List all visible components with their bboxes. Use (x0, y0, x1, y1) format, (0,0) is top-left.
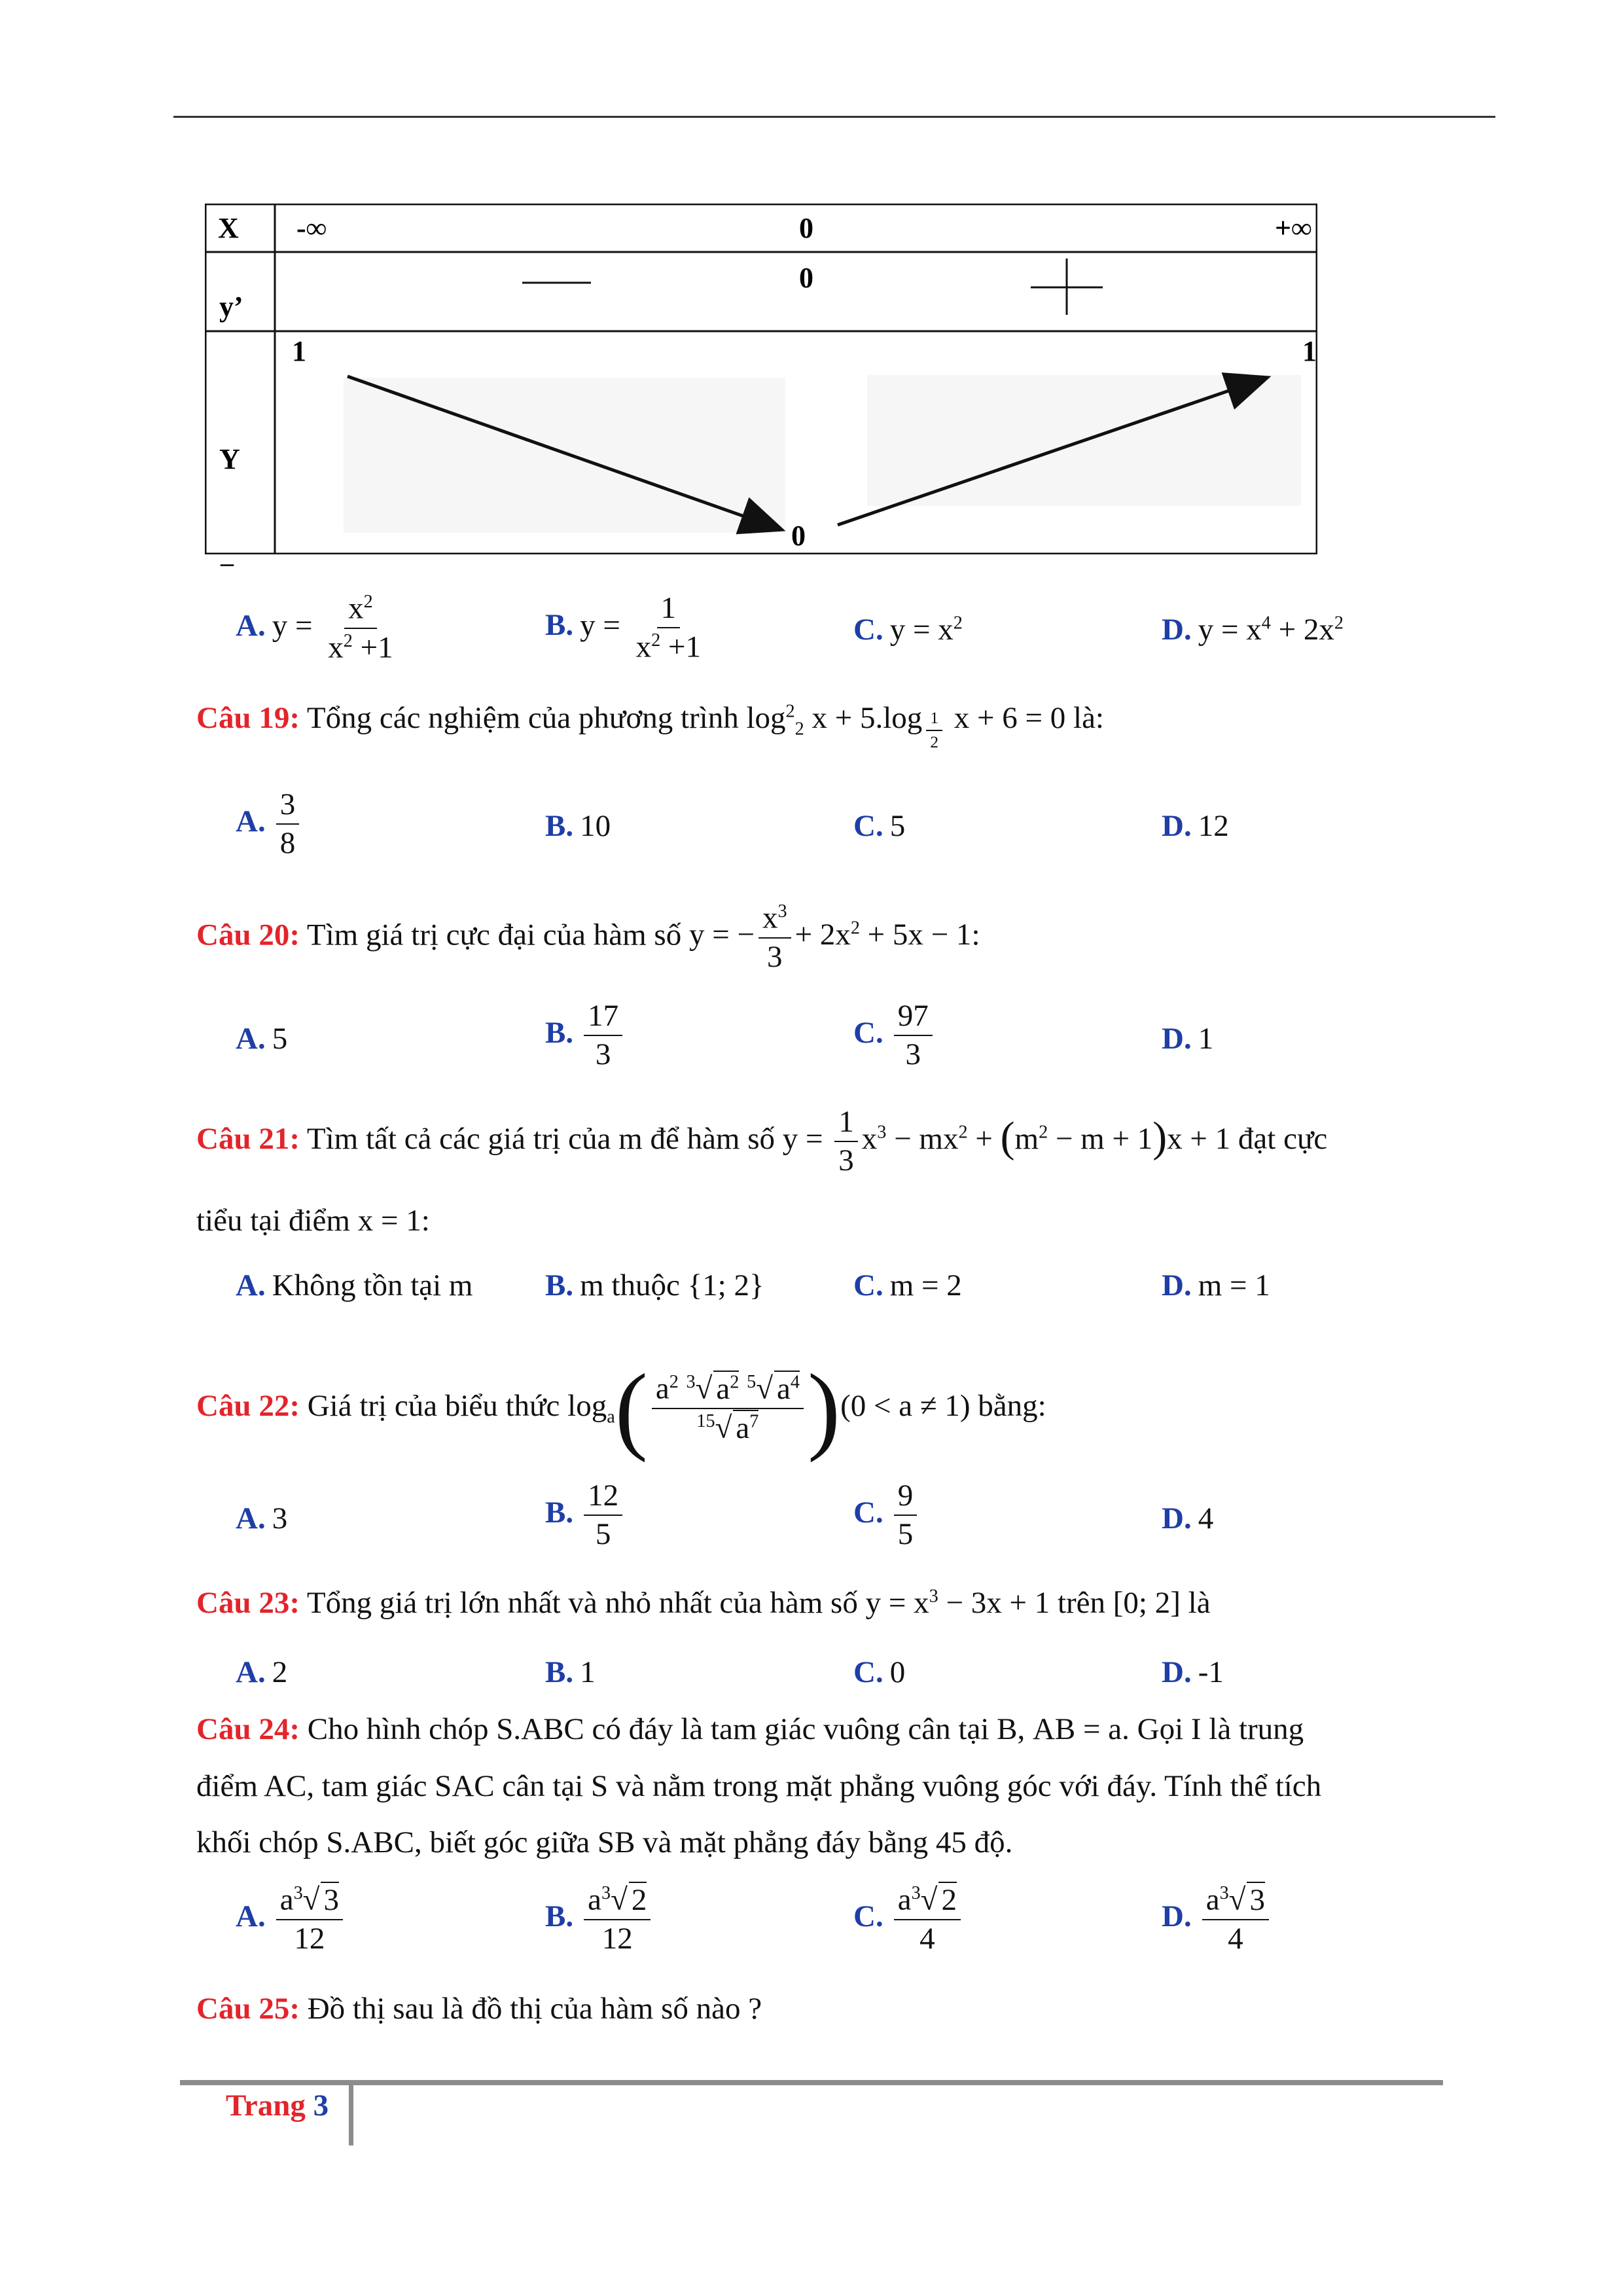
variation-table (205, 204, 1317, 554)
q21-function: y = $\frac{1}{3}$ $x^3 - mx^2 + (m^2 - m + 1)x + 1$ (782, 1105, 1231, 1178)
footer-rule (180, 2080, 1443, 2085)
table-label-y: Y (219, 443, 240, 475)
q23-option-b: B. 1 (545, 1655, 596, 1689)
q21-option-b: B. m thuộc {1; 2} (545, 1268, 764, 1302)
q24-option-d: D. $\frac{a^3√ 3}{4}$ (1162, 1884, 1273, 1955)
question-25: Câu 25: Đồ thị sau là đồ thị của hàm số nào ? (196, 1992, 762, 2026)
footer-divider (349, 2083, 353, 2145)
q18-option-d: D. $y = x^4 + 2x^2$ (1162, 613, 1344, 647)
stray-mark: – (221, 548, 234, 577)
q20-option-d: D. 1 (1162, 1022, 1214, 1056)
question-22: Câu 22: Giá trị của biểu thức $\log_a$( $\frac{a^2 ^3√ a^2 ^5√ a^4}{^{15}√ a^7}$ )(0 < a ≠ 1) bằng: (196, 1354, 1046, 1463)
q22-option-b: B. $\frac{12}{5}$ (545, 1480, 626, 1551)
q18-option-a: A. y = $\frac{x^2}{x^2 +1}$ (236, 591, 393, 665)
q19-option-b: B. 10 (545, 809, 611, 843)
q18-option-b: B. y = $\frac{1}{x^2 +1}$ (545, 591, 701, 664)
y-value-right: 1 (1302, 335, 1317, 367)
table-label-yp: y’ (219, 291, 243, 323)
q24-option-a: A. $\frac{a^3√ 3}{12}$ (236, 1884, 347, 1955)
q19-equation: $\log^2_2 x + 5.\log$ $_{\frac{1}{2}}$ x + 6 = 0 (746, 701, 1066, 751)
question-23: Câu 23: Tổng giá trị lớn nhất và nhỏ nhất của hàm số $y = x^3 - 3x + 1$ trên [0; 2] là (196, 1586, 1211, 1620)
q21-option-c: C. m = 2 (853, 1268, 962, 1302)
question-20: Câu 20: Tìm giá trị cực đại của hàm số y = − $\frac{x^3}{3}$ + $2x^2 + 5x - 1$: (196, 901, 980, 974)
q23-option-d: D. -1 (1162, 1655, 1224, 1689)
q20-option-a: A. 5 (236, 1022, 288, 1056)
question-19: Câu 19: Tổng các nghiệm của phương trình $\log^2_2 x + 5.\log$ $_{\frac{1}{2}}$ x + 6 = 0 là: (196, 701, 1104, 751)
q23-option-a: A. 2 (236, 1655, 288, 1689)
question-21: Câu 21: Tìm tất cả các giá trị của m để hàm số y = $\frac{1}{3}$ $x^3 - mx^2 + (m^2 - m + 1)x + 1$ đạt cực (196, 1105, 1328, 1178)
y-value-left: 1 (292, 335, 306, 367)
q21-option-a: A. Không tồn tại m (236, 1268, 473, 1302)
question-21-line2: tiểu tại điểm x = 1: (196, 1204, 430, 1238)
x-value-neg-inf: -∞ (296, 212, 327, 244)
question-24-line2: điểm AC, tam giác SAC cân tại S và nằm trong mặt phẳng vuông góc với đáy. Tính thể tích (196, 1769, 1322, 1803)
q24-option-b: B. $\frac{a^3√ 2}{12}$ (545, 1884, 654, 1955)
y-value-min: 0 (791, 520, 806, 552)
q19-option-a: A. $\frac{3}{8}$ (236, 789, 303, 860)
table-label-x: X (218, 212, 239, 244)
yp-value-zero: 0 (799, 262, 813, 294)
q22-option-a: A. 3 (236, 1501, 288, 1535)
q20-function: y = − $\frac{x^3}{3}$ + $2x^2 + 5x - 1$ (688, 901, 972, 974)
q19-option-d: D. 12 (1162, 809, 1229, 843)
header-rule (173, 116, 1495, 118)
x-value-pos-inf: +∞ (1275, 212, 1312, 244)
shade-left (344, 378, 785, 533)
page-number: Trang 3 (226, 2089, 329, 2123)
x-value-zero: 0 (799, 212, 813, 244)
q19-option-c: C. 5 (853, 809, 906, 843)
q24-option-c: C. $\frac{a^3√ 2}{4}$ (853, 1884, 965, 1955)
question-24-line3: khối chóp S.ABC, biết góc giữa SB và mặt phẳng đáy bằng 45 độ. (196, 1825, 1013, 1859)
q20-option-c: C. $\frac{97}{3}$ (853, 1000, 936, 1071)
q22-option-c: C. $\frac{9}{5}$ (853, 1480, 921, 1551)
q22-option-d: D. 4 (1162, 1501, 1214, 1535)
q23-function: $y = x^3 - 3x + 1$ (865, 1586, 1050, 1620)
q23-option-c: C. 0 (853, 1655, 906, 1689)
q21-option-d: D. m = 1 (1162, 1268, 1270, 1302)
q20-option-b: B. $\frac{17}{3}$ (545, 1000, 626, 1071)
q18-option-c: C. $y = x^2$ (853, 613, 963, 647)
q22-expression: $\log_a$( $\frac{a^2 ^3√ a^2 ^5√ a^4}{^{15}√ a^7}$ ) (567, 1354, 841, 1463)
question-24: Câu 24: Cho hình chóp S.ABC có đáy là tam giác vuông cân tại B, AB = a. Gọi I là trung (196, 1712, 1304, 1746)
